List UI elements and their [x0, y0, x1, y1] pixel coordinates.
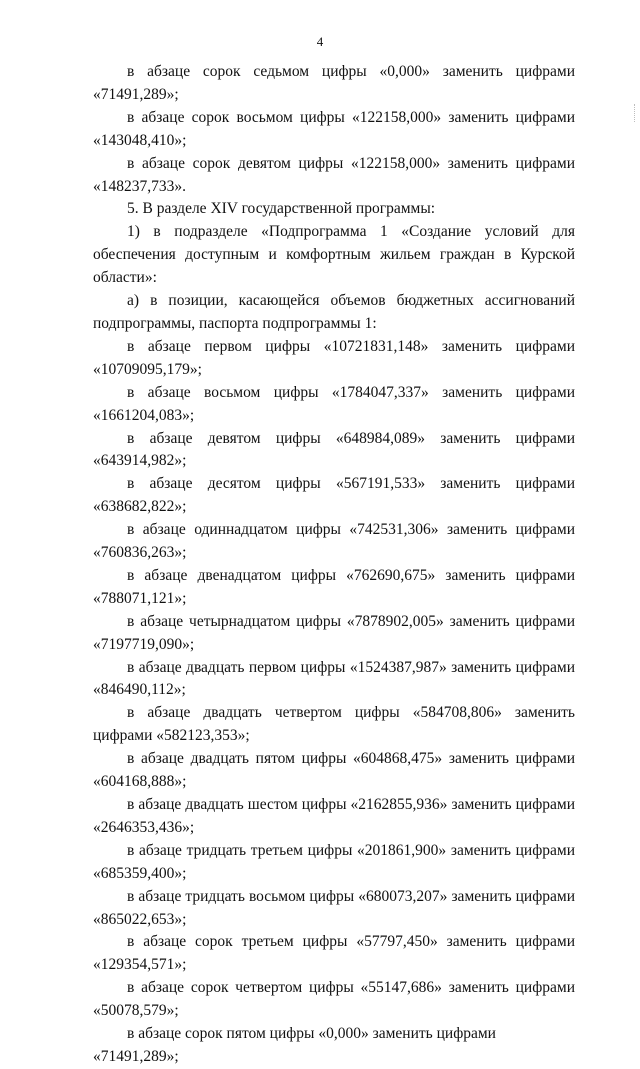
- paragraph: в абзаце тридцать третьем цифры «201861,900» заменить цифрами «685359,400»;: [93, 841, 575, 882]
- paragraph: в абзаце сорок пятом цифры «0,000» заменить цифрами «71491,289»;: [93, 1025, 496, 1065]
- paragraph: в абзаце сорок восьмом цифры «122158,000» заменить цифрами «143048,410»;: [93, 108, 575, 149]
- paragraph: в абзаце первом цифры «10721831,148» заменить цифрами «10709095,179»;: [93, 337, 575, 378]
- page-number: 4: [316, 34, 324, 49]
- paragraph: в абзаце сорок третьем цифры «57797,450» заменить цифрами «129354,571»;: [93, 933, 575, 974]
- scan-edge-mark: [634, 104, 637, 122]
- paragraph: в абзаце двадцать шестом цифры «2162855,936» заменить цифрами «2646353,436»;: [93, 796, 575, 836]
- section-heading: 5. В разделе XIV государственной программы:: [127, 200, 436, 218]
- subsection-paragraph: 1) в подразделе «Подпрограмма 1 «Создание условий для обеспечения доступным и комфортным жильем граждан в Курской области»:: [93, 223, 575, 287]
- paragraph: в абзаце двадцать первом цифры «1524387,987» заменить цифрами «846490,112»;: [93, 658, 575, 699]
- item-paragraph: а) в позиции, касающейся объемов бюджетных ассигнований подпрограммы, паспорта подпрограммы 1:: [93, 292, 575, 332]
- paragraph: в абзаце одиннадцатом цифры «742531,306» заменить цифрами «760836,263»;: [93, 521, 575, 562]
- paragraph: в абзаце двенадцатом цифры «762690,675» заменить цифрами «788071,121»;: [93, 566, 575, 607]
- document-body: [93, 61, 575, 1069]
- paragraph: в абзаце двадцать четвертом цифры «584708,806» заменить цифрами «582123,353»;: [93, 704, 575, 745]
- paragraph: в абзаце четырнадцатом цифры «7878902,005» заменить цифрами «7197719,090»;: [93, 612, 575, 653]
- paragraph: в абзаце девятом цифры «648984,089» заменить цифрами «643914,982»;: [93, 429, 575, 470]
- paragraph: в абзаце тридцать восьмом цифры «680073,207» заменить цифрами «865022,653»;: [93, 887, 575, 928]
- paragraph: в абзаце двадцать пятом цифры «604868,475» заменить цифрами «604168,888»;: [93, 750, 575, 791]
- paragraph: в абзаце сорок девятом цифры «122158,000» заменить цифрами «148237,733».: [93, 154, 575, 195]
- paragraph: в абзаце восьмом цифры «1784047,337» заменить цифрами «1661204,083»;: [93, 383, 575, 424]
- paragraph: в абзаце сорок четвертом цифры «55147,686» заменить цифрами «50078,579»;: [93, 979, 575, 1020]
- paragraph: в абзаце сорок седьмом цифры «0,000» заменить цифрами «71491,289»;: [93, 63, 575, 103]
- paragraph: в абзаце десятом цифры «567191,533» заменить цифрами «638682,822»;: [93, 475, 575, 516]
